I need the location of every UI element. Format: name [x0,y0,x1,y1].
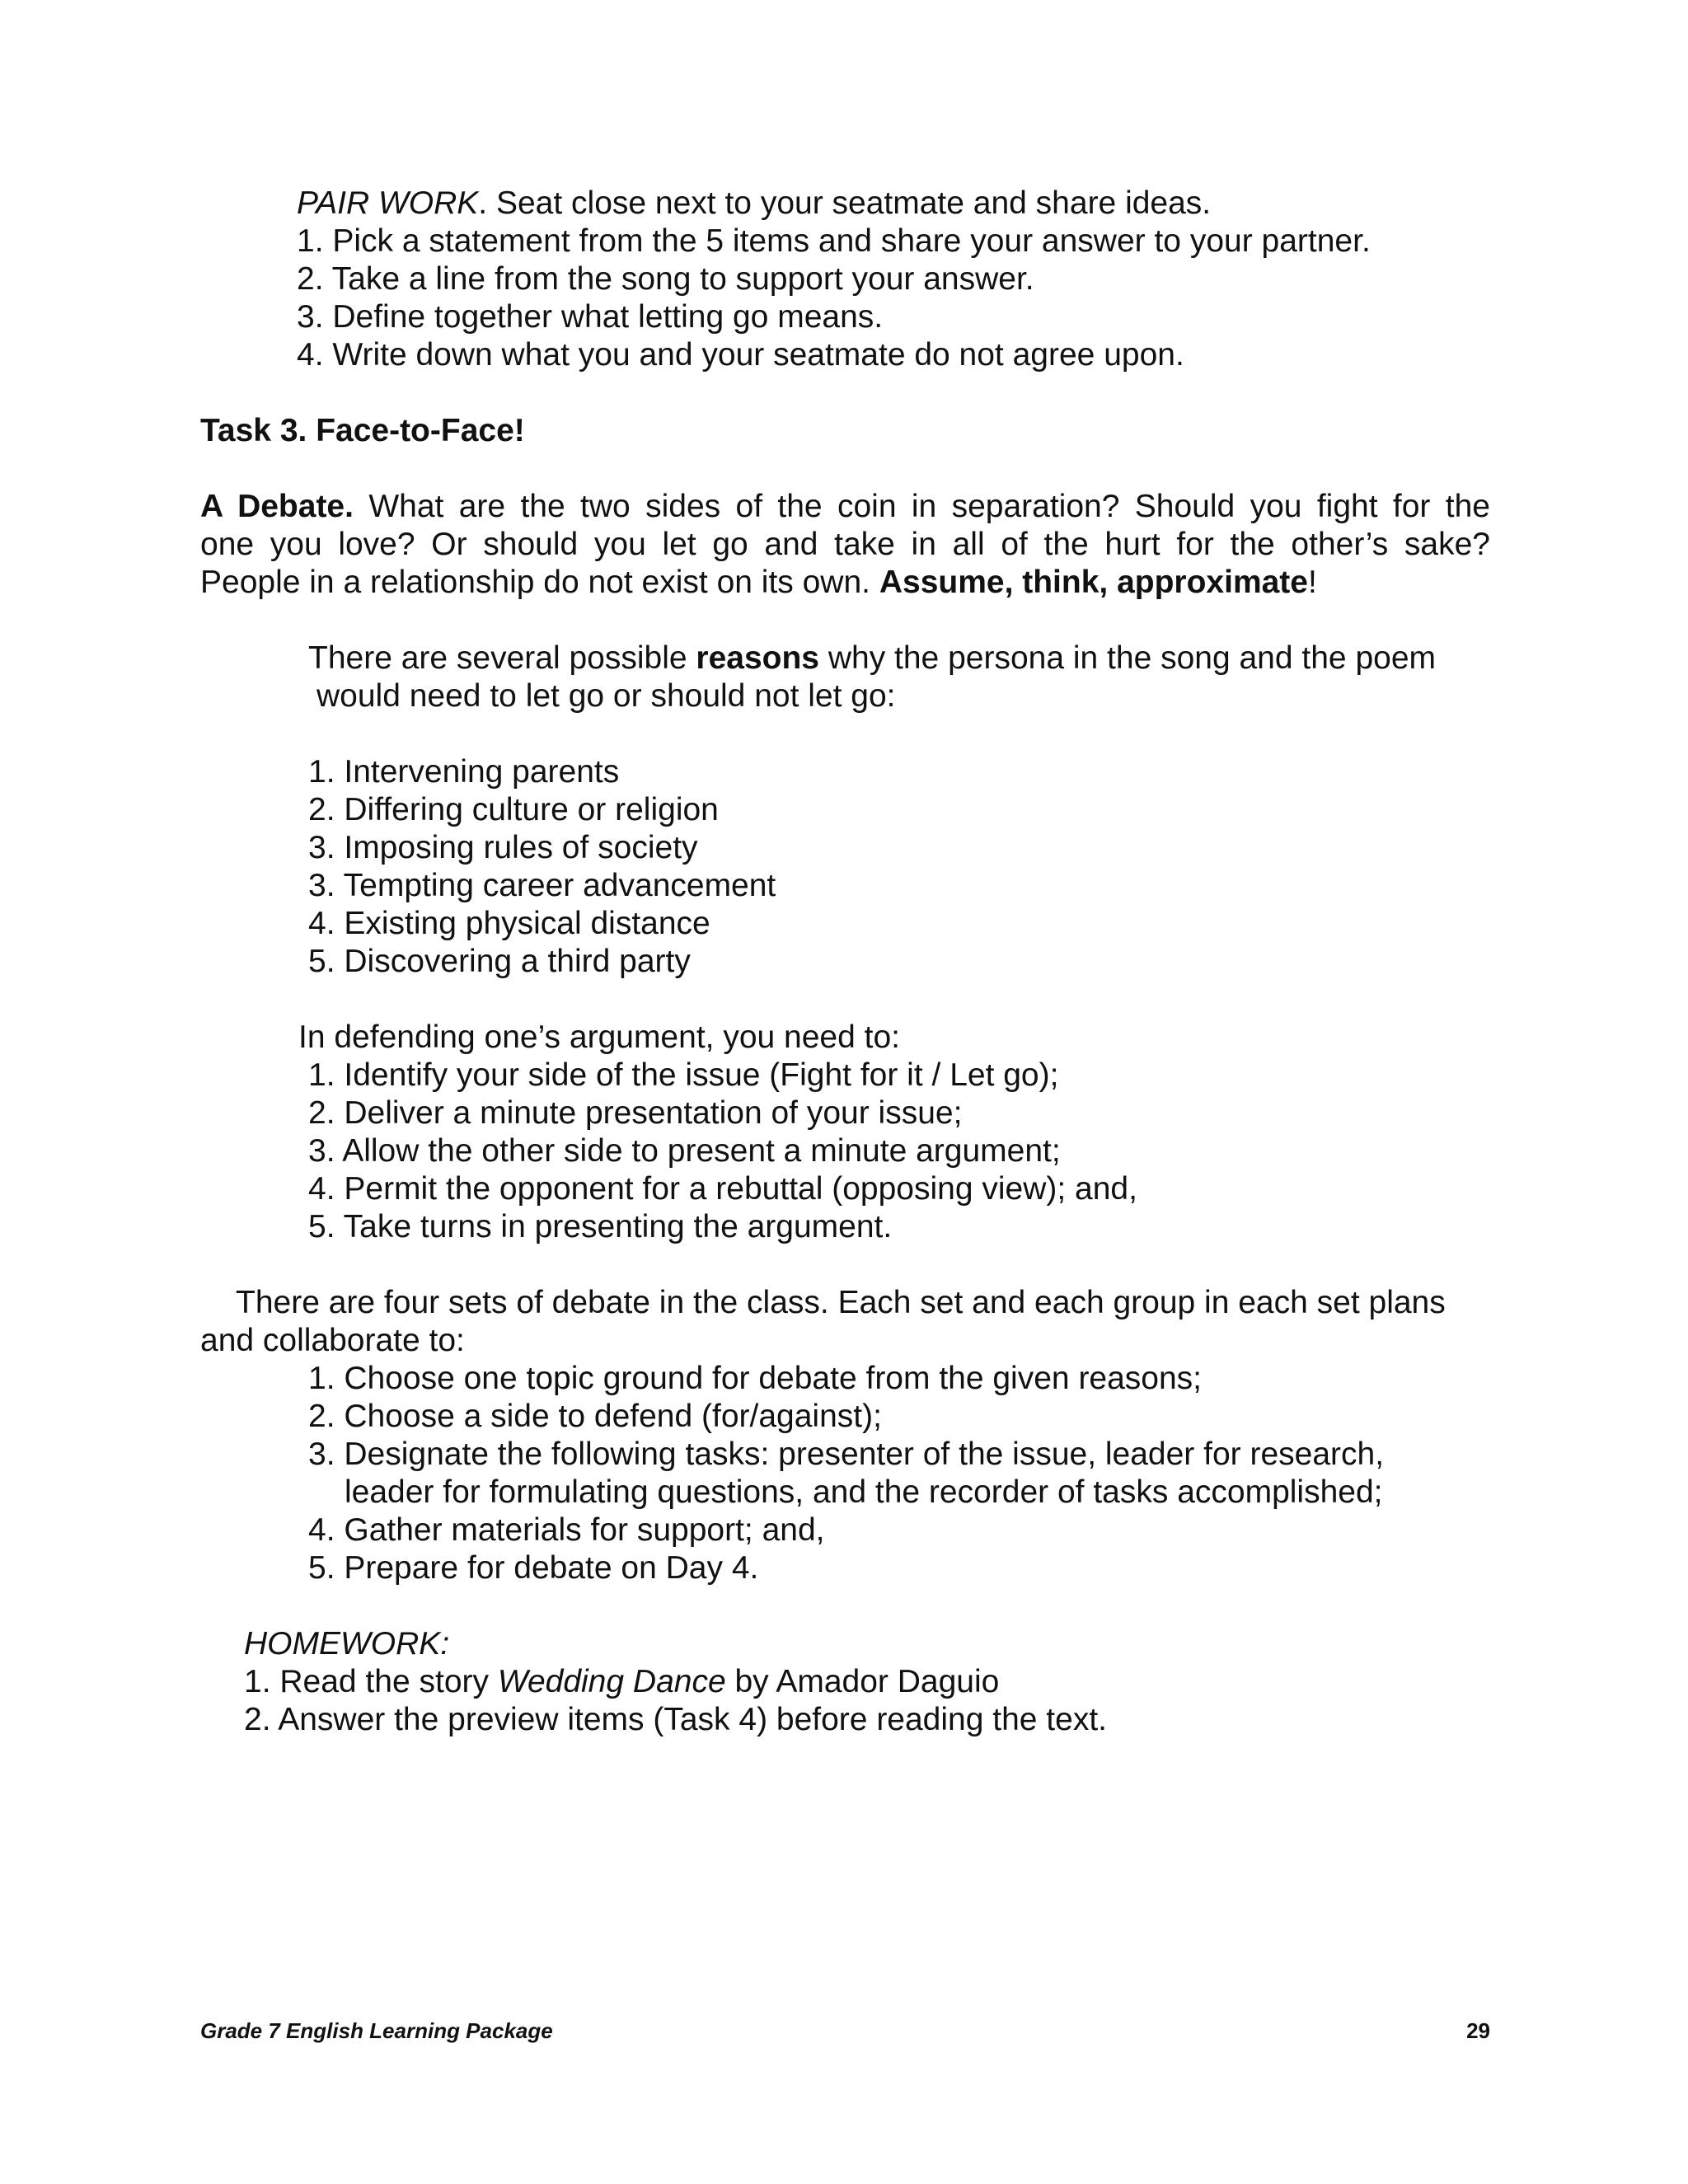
homework-item [244,1663,999,1701]
debate-paragraph-line: one you love? Or should you let go and take in all of the hurt for the other’s sake? [200,527,1490,562]
defending-item: 1. Identify your side of the issue (Fight for it / Let go); [308,1057,1059,1093]
sets-intro-line1: There are four sets of debate in the class. Each set and each group in each set plans [236,1285,1446,1320]
page-number: 29 [1466,2018,1490,2043]
reason-item: 3. Imposing rules of society [308,830,698,865]
reasons-intro-text: why the persona in the song and the poem [819,640,1437,676]
sets-item: 4. Gather materials for support; and, [308,1512,825,1548]
reason-item: 4. Existing physical distance [308,906,710,941]
homework-item: 2. Answer the preview items (Task 4) before reading the text. [244,1702,1108,1737]
sets-item-continuation: leader for formulating questions, and the recorder of tasks accomplished; [345,1474,1383,1510]
pair-work-item: 4. Write down what you and your seatmate do not agree upon. [297,337,1184,373]
reason-item: 1. Intervening parents [308,754,620,790]
defending-item: 5. Take turns in presenting the argument. [308,1209,893,1244]
pair-work-intro-text: . Seat close next to your seatmate and share ideas. [478,185,1212,221]
pair-work-intro [297,185,1211,223]
homework-item-text: 1. Read the story [244,1664,498,1699]
sets-item: 1. Choose one topic ground for debate from the given reasons; [308,1361,1203,1396]
sets-intro-line2: and collaborate to: [200,1323,465,1358]
reasons-intro [308,640,1436,677]
reason-item: 3. Tempting career advancement [308,868,776,903]
sets-item: 2. Choose a side to defend (for/against); [308,1399,882,1434]
footer-title: Grade 7 English Learning Package [200,2018,553,2043]
debate-emphasis: Assume, think, approximate [879,565,1308,600]
pair-work-label: PAIR WORK [297,185,479,221]
homework-story-title: Wedding Dance [497,1664,726,1699]
pair-work-item: 3. Define together what letting go means. [297,299,884,335]
debate-label: A Debate. [200,489,354,524]
defending-item: 3. Allow the other side to present a minute argument; [308,1133,1061,1169]
reason-item: 2. Differing culture or religion [308,792,719,827]
reasons-intro-text: There are several possible [308,640,696,676]
defending-item: 2. Deliver a minute presentation of your issue; [308,1095,963,1131]
defending-intro: In defending one’s argument, you need to: [298,1019,900,1055]
homework-item-text: by Amador Daguio [725,1664,1000,1699]
reasons-emphasis: reasons [696,640,819,676]
pair-work-item: 2. Take a line from the song to support your answer. [297,261,1034,297]
sets-item: 3. Designate the following tasks: presenter of the issue, leader for research, [308,1436,1385,1472]
debate-paragraph-line [200,488,1490,526]
reason-item: 5. Discovering a third party [308,944,691,979]
debate-text: ! [1307,565,1317,600]
debate-text: What are the two sides of the coin in separation? Should you fight for the [353,489,1490,524]
defending-item: 4. Permit the opponent for a rebuttal (opposing view); and, [308,1171,1137,1207]
debate-text: People in a relationship do not exist on its own. [200,565,879,600]
sets-item: 5. Prepare for debate on Day 4. [308,1550,759,1586]
homework-heading: HOMEWORK: [244,1626,450,1661]
task3-heading: Task 3. Face-to-Face! [200,413,525,448]
debate-paragraph-line [200,564,1317,602]
reasons-intro-line2: would need to let go or should not let go: [316,678,896,714]
pair-work-item: 1. Pick a statement from the 5 items and share your answer to your partner. [297,223,1371,259]
